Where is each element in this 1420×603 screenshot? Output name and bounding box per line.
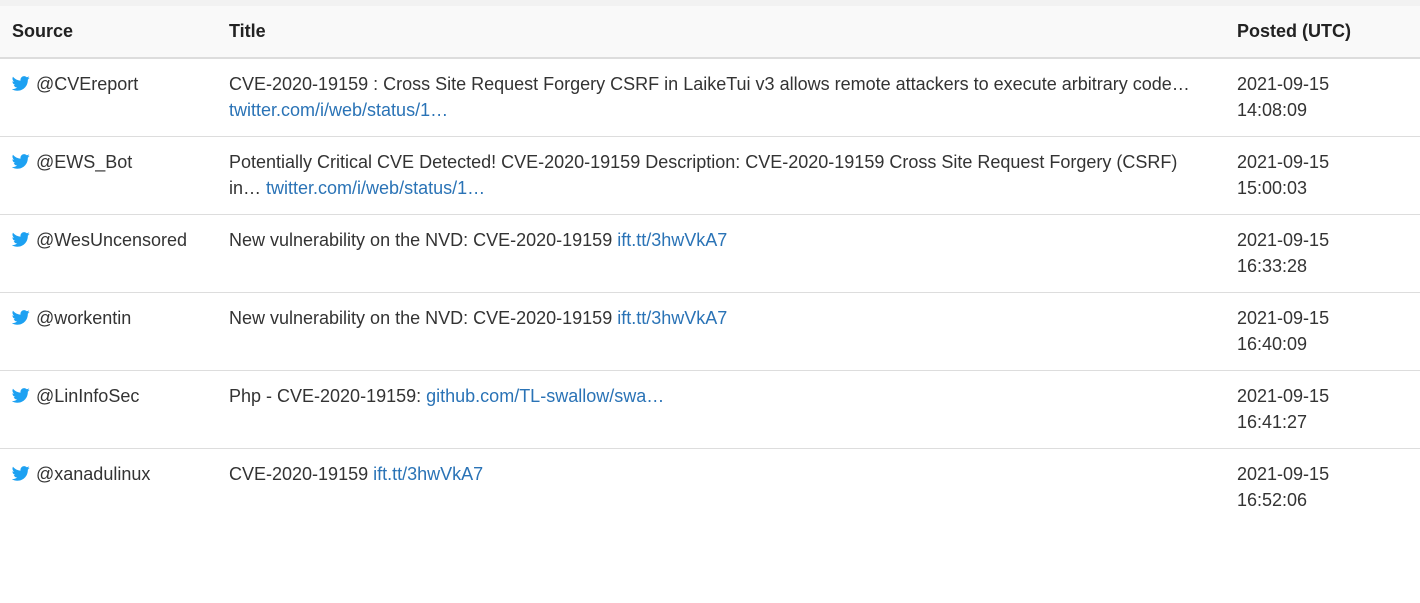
twitter-bird-icon[interactable] <box>12 466 30 481</box>
posted-cell <box>1225 292 1420 370</box>
posted-time: 16:40:09 <box>1237 333 1308 354</box>
posted-cell <box>1225 448 1420 526</box>
status-link[interactable]: twitter.com/i/web/status/1… <box>266 177 486 198</box>
twitter-bird-icon[interactable] <box>12 232 30 247</box>
title-cell <box>217 58 1225 136</box>
posted-date: 2021-09-15 <box>1237 385 1330 406</box>
title-text: Potentially Critical CVE Detected! CVE-2020-19159 Description: CVE-2020-19159 Cross Site Request Forgery (CSRF) in… <box>229 151 1178 198</box>
title-cell <box>217 370 1225 448</box>
status-link[interactable]: ift.tt/3hwVkA7 <box>373 463 484 484</box>
header-title[interactable]: Title <box>217 6 1225 58</box>
posted-date: 2021-09-15 <box>1237 151 1330 172</box>
source-handle[interactable]: @xanadulinux <box>36 463 151 484</box>
title-cell <box>217 136 1225 214</box>
posted-cell <box>1225 136 1420 214</box>
title-text: Php - CVE-2020-19159: <box>229 385 422 406</box>
posted-date: 2021-09-15 <box>1237 74 1330 94</box>
source-cell <box>0 214 217 292</box>
posted-time: 16:52:06 <box>1237 489 1308 510</box>
posted-date: 2021-09-15 <box>1237 463 1330 484</box>
table-header-row <box>0 6 1420 58</box>
source-handle[interactable]: @LinInfoSec <box>36 385 140 406</box>
posted-time: 16:41:27 <box>1237 411 1308 432</box>
status-link[interactable]: ift.tt/3hwVkA7 <box>617 307 728 328</box>
source-handle[interactable]: @workentin <box>36 307 132 328</box>
header-source[interactable]: Source <box>0 6 217 58</box>
table-row <box>0 448 1420 526</box>
status-link[interactable]: ift.tt/3hwVkA7 <box>617 229 728 250</box>
twitter-bird-icon[interactable] <box>12 76 30 91</box>
title-cell <box>217 292 1225 370</box>
table-row <box>0 214 1420 292</box>
posted-date: 2021-09-15 <box>1237 229 1330 250</box>
twitter-bird-icon[interactable] <box>12 154 30 169</box>
table-row <box>0 292 1420 370</box>
posted-time: 15:00:03 <box>1237 177 1308 198</box>
status-link[interactable]: github.com/TL-swallow/swa… <box>426 385 665 406</box>
source-cell <box>0 58 217 136</box>
twitter-bird-icon[interactable] <box>12 310 30 325</box>
source-handle[interactable]: @EWS_Bot <box>36 151 133 172</box>
header-posted[interactable]: Posted (UTC) <box>1225 6 1420 58</box>
posted-cell <box>1225 370 1420 448</box>
posted-cell <box>1225 58 1420 136</box>
title-text: New vulnerability on the NVD: CVE-2020-19159 <box>229 229 613 250</box>
title-text: CVE-2020-19159 <box>229 463 369 484</box>
source-cell <box>0 370 217 448</box>
status-link[interactable]: twitter.com/i/web/status/1… <box>229 100 449 120</box>
title-cell <box>217 448 1225 526</box>
source-cell <box>0 136 217 214</box>
posted-date: 2021-09-15 <box>1237 307 1330 328</box>
posted-time: 14:08:09 <box>1237 100 1308 120</box>
source-handle[interactable]: @WesUncensored <box>36 229 188 250</box>
twitter-bird-icon[interactable] <box>12 388 30 403</box>
tweets-table <box>0 6 1420 526</box>
source-cell <box>0 448 217 526</box>
source-handle[interactable]: @CVEreport <box>36 74 139 94</box>
table-row <box>0 58 1420 136</box>
source-cell <box>0 292 217 370</box>
posted-cell <box>1225 214 1420 292</box>
title-text: New vulnerability on the NVD: CVE-2020-19159 <box>229 307 613 328</box>
posted-time: 16:33:28 <box>1237 255 1308 276</box>
title-cell <box>217 214 1225 292</box>
title-text: CVE-2020-19159 : Cross Site Request Forgery CSRF in LaikeTui v3 allows remote attackers to execute arbitrary code… <box>229 74 1190 94</box>
table-row <box>0 370 1420 448</box>
table-row <box>0 136 1420 214</box>
